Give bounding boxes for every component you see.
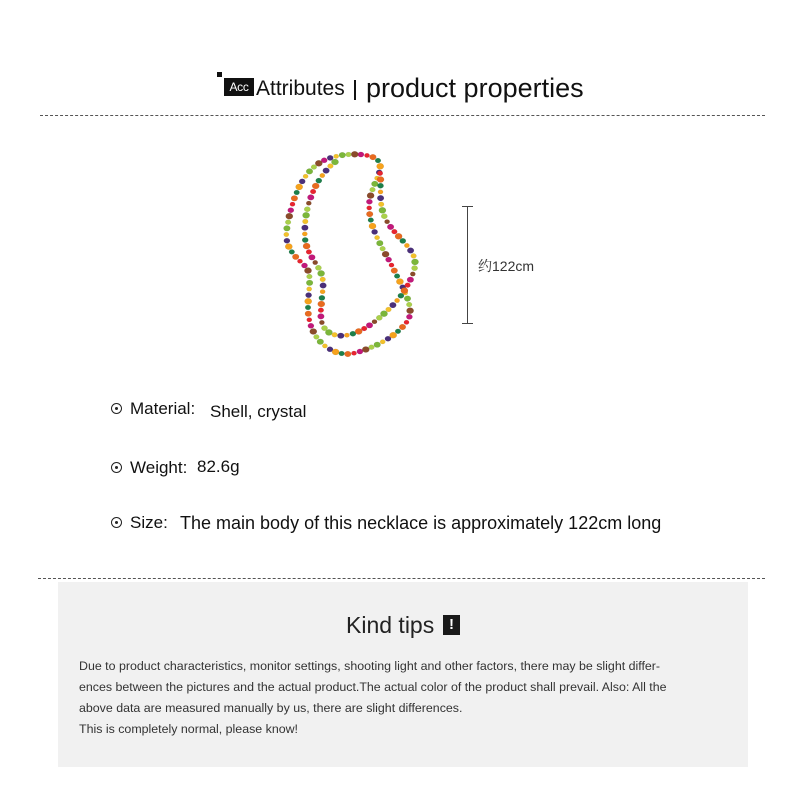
tips-title: Kind tips — [346, 612, 435, 638]
bead — [367, 206, 372, 210]
bead — [368, 218, 374, 223]
bead — [379, 207, 386, 213]
bead — [307, 274, 313, 279]
bead — [328, 164, 334, 169]
bead — [318, 314, 325, 320]
bead — [346, 152, 352, 157]
bead — [317, 339, 324, 345]
bead — [304, 268, 311, 274]
bead — [284, 225, 291, 231]
bead — [297, 259, 302, 263]
bead — [351, 151, 358, 157]
measure-cap-bottom — [462, 323, 473, 324]
bead — [364, 153, 369, 157]
bead — [312, 183, 319, 189]
bead — [308, 323, 314, 328]
bead — [404, 243, 409, 247]
bead — [334, 154, 339, 158]
bead — [382, 251, 389, 257]
bead — [305, 298, 312, 304]
bead — [288, 208, 294, 213]
bead — [361, 326, 367, 331]
tips-line: ences between the pictures and the actual product.The actual color of the product shall prevail. Also: All the — [79, 680, 667, 694]
page-title: product properties — [366, 73, 584, 103]
bead — [320, 277, 326, 282]
bead — [302, 225, 309, 231]
bead — [377, 195, 384, 201]
bead — [319, 295, 325, 300]
bead — [332, 349, 339, 355]
bead — [284, 238, 290, 243]
bead — [286, 213, 293, 219]
bead — [380, 246, 386, 251]
bead — [289, 249, 295, 254]
bead — [303, 243, 310, 249]
bead — [303, 212, 310, 218]
header-badge: Acc — [224, 78, 254, 96]
necklace-image — [275, 148, 435, 368]
property-label-weight: Weight: — [130, 458, 188, 477]
bead — [285, 220, 291, 225]
bead — [372, 229, 378, 234]
bead — [320, 173, 325, 177]
bead — [395, 329, 401, 334]
bead — [377, 171, 383, 176]
bead — [377, 183, 383, 188]
bead — [389, 263, 394, 267]
bead — [392, 229, 398, 234]
bead — [370, 154, 377, 160]
bead — [358, 152, 364, 157]
tips-line: Due to product characteristics, monitor settings, shooting light and other factors, there may be slight differ- — [79, 659, 661, 673]
bead — [375, 235, 380, 239]
bead — [302, 219, 308, 224]
bullet-icon — [111, 517, 122, 528]
bead — [314, 334, 320, 339]
bead — [374, 342, 381, 348]
bullet-icon — [111, 403, 122, 414]
bead — [332, 332, 338, 337]
bead — [294, 190, 300, 195]
property-value-material: Shell, crystal — [210, 402, 307, 421]
property-label-size: Size: — [130, 513, 168, 532]
bead — [296, 184, 303, 190]
measure-line — [467, 206, 468, 324]
bead — [339, 152, 346, 158]
bead — [367, 193, 374, 199]
tips-line: above data are measured manually by us, there are slight differences. — [79, 701, 463, 715]
bead — [319, 320, 324, 324]
bead — [378, 190, 383, 194]
bead — [339, 351, 345, 356]
bead — [306, 292, 312, 297]
bead — [370, 187, 376, 192]
bead — [305, 305, 311, 310]
bead — [310, 328, 317, 334]
bead — [302, 232, 307, 236]
property-value-weight: 82.6g — [197, 457, 240, 476]
bead — [394, 274, 400, 279]
measure-cap-top — [462, 206, 473, 207]
bead — [316, 178, 322, 183]
property-value-size: The main body of this necklace is approximately 122cm long — [180, 513, 662, 533]
bead — [362, 346, 369, 352]
bead — [372, 319, 377, 323]
bead — [391, 268, 398, 274]
bead — [320, 289, 325, 293]
bead — [303, 174, 308, 178]
bead — [410, 272, 415, 276]
bead — [290, 202, 295, 206]
bead — [306, 249, 312, 254]
bead — [376, 240, 383, 246]
bead — [395, 233, 402, 239]
bead — [337, 333, 344, 339]
bead — [387, 224, 394, 230]
bead — [411, 259, 418, 265]
bead — [307, 287, 312, 291]
bead — [386, 257, 392, 262]
bead — [378, 202, 384, 207]
bead — [395, 298, 400, 302]
measure-label: 约122cm — [478, 258, 535, 274]
bead — [366, 322, 373, 328]
bead — [385, 219, 390, 223]
bead — [407, 277, 414, 283]
tips-line: This is completely normal, please know! — [79, 722, 298, 736]
bead — [377, 163, 384, 169]
bead — [306, 169, 313, 175]
bead — [375, 158, 381, 163]
bead — [318, 308, 324, 313]
bead — [369, 223, 376, 229]
bead — [366, 211, 373, 217]
bead — [305, 311, 312, 317]
bead — [304, 207, 310, 212]
header-attributes-label: Attributes — [256, 77, 345, 100]
bead — [398, 293, 404, 298]
bead — [406, 302, 412, 307]
bead — [404, 320, 409, 324]
bead — [371, 181, 378, 187]
bead — [412, 265, 418, 270]
bead — [322, 344, 327, 348]
bead — [292, 254, 299, 260]
bead — [291, 195, 298, 201]
bead — [407, 308, 414, 314]
bead — [309, 254, 316, 260]
bead — [318, 270, 325, 276]
header-divider — [354, 80, 356, 100]
bead — [406, 314, 412, 319]
bead — [320, 283, 327, 289]
bead — [399, 324, 406, 330]
bead — [381, 214, 387, 219]
bead — [310, 189, 316, 194]
bead — [390, 302, 397, 308]
bead — [366, 199, 372, 204]
bead — [307, 195, 314, 201]
bead — [369, 345, 375, 350]
bead — [344, 333, 349, 337]
bead — [301, 263, 307, 268]
bead — [351, 351, 356, 355]
bead — [407, 248, 414, 254]
bead — [386, 307, 392, 312]
bead — [380, 340, 385, 344]
divider-bottom — [38, 578, 765, 579]
bead — [323, 168, 330, 174]
bead — [302, 237, 308, 242]
bead — [299, 179, 305, 184]
bead — [401, 288, 408, 294]
bead — [285, 244, 292, 250]
bead — [307, 318, 312, 322]
property-label-material: Material: — [130, 399, 196, 418]
bead — [396, 279, 403, 285]
bullet-icon — [111, 462, 122, 473]
bead — [284, 232, 289, 236]
exclamation-icon: ! — [443, 615, 460, 635]
bead — [377, 176, 384, 182]
bead — [311, 165, 317, 170]
header-dot — [217, 72, 222, 77]
bead — [313, 260, 318, 264]
bead — [405, 283, 411, 288]
bead — [411, 253, 417, 258]
divider-top — [40, 115, 765, 116]
bead — [325, 329, 332, 335]
bead — [306, 280, 313, 286]
bead — [315, 265, 321, 270]
bead — [306, 201, 311, 205]
bead — [404, 296, 411, 302]
bead — [344, 351, 351, 357]
bead — [318, 301, 325, 307]
